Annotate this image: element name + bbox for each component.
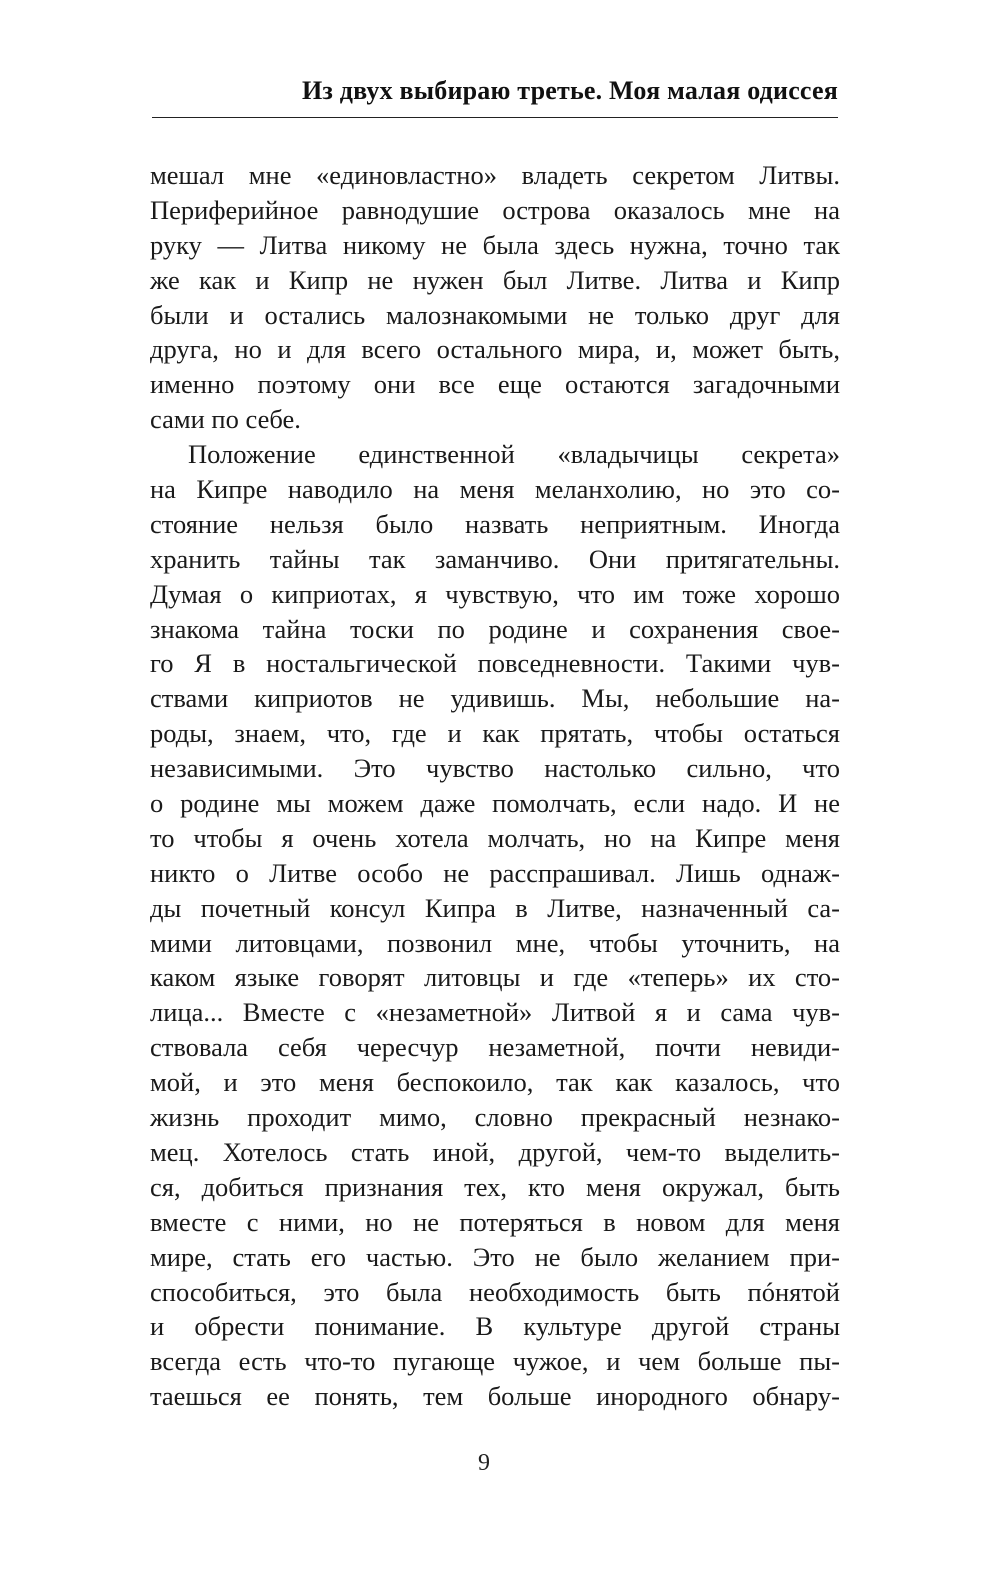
header-rule (152, 117, 838, 118)
text-line: ды почетный консул Кипра в Литве, назначенный са- (150, 892, 840, 923)
text-line: вместе с ними, но не потеряться в новом для меня (150, 1206, 840, 1237)
text-line: способиться, это была необходимость быть пóнятой (150, 1276, 840, 1307)
text-line: были и остались малознакомыми не только друг для (150, 299, 840, 330)
text-line: Периферийное равнодушие острова оказалось мне на (150, 194, 840, 225)
text-line: таешься ее понять, тем больше инородного обнару- (150, 1381, 840, 1412)
text-line: друга, но и для всего остального мира, и, может быть, (150, 334, 840, 365)
text-line: стояние нельзя было назвать неприятным. Иногда (150, 508, 840, 539)
text-line: хранить тайны так заманчиво. Они притягательны. (150, 543, 840, 574)
text-line: знакома тайна тоски по родине и сохранения свое- (150, 613, 840, 644)
text-line: лица... Вместе с «незаметной» Литвой я и сама чув- (150, 997, 840, 1028)
text-line: Думая о киприотах, я чувствую, что им тоже хорошо (150, 578, 840, 609)
text-line: мой, и это меня беспокоило, так как казалось, что (150, 1067, 840, 1098)
page-number: 9 (478, 1450, 490, 1476)
text-line: Положение единственной «владычицы секрета» (188, 439, 840, 470)
text-line: ся, добиться признания тех, кто меня окружал, быть (150, 1171, 840, 1202)
body-text (150, 158, 840, 1414)
text-line: роды, знаем, что, где и как прятать, чтобы остаться (150, 718, 840, 749)
text-line: го Я в ностальгической повседневности. Такими чув- (150, 648, 840, 679)
text-line: же как и Кипр не нужен был Литве. Литва и Кипр (150, 264, 840, 295)
text-line: мешал мне «единовластно» владеть секретом Литвы. (150, 160, 840, 190)
text-line: ствами киприотов не удивишь. Мы, небольшие на- (150, 683, 840, 714)
text-line: и обрести понимание. В культуре другой страны (150, 1311, 840, 1342)
text-line: именно поэтому они все еще остаются загадочными (150, 369, 840, 400)
text-line: жизнь проходит мимо, словно прекрасный незнако- (150, 1102, 840, 1133)
text-line: сами по себе. (150, 404, 301, 435)
text-line: мец. Хотелось стать иной, другой, чем-то выделить- (150, 1136, 840, 1167)
text-line: мими литовцами, позвонил мне, чтобы уточнить, на (150, 927, 840, 958)
text-line: мире, стать его частью. Это не было желанием при- (150, 1241, 840, 1272)
text-line: ствовала себя чересчур незаметной, почти невиди- (150, 1032, 840, 1063)
text-line: независимыми. Это чувство настолько сильно, что (150, 753, 840, 784)
text-line: на Кипре наводило на меня меланхолию, но это со- (150, 474, 840, 505)
running-header: Из двух выбираю третье. Моя малая одиссея (301, 76, 838, 105)
text-line: всегда есть что-то пугающе чужое, и чем больше пы- (150, 1346, 840, 1377)
text-line: каком языке говорят литовцы и где «теперь» их сто- (150, 962, 840, 993)
text-line: руку — Литва никому не была здесь нужна, точно так (150, 229, 840, 260)
text-line: никто о Литве особо не расспрашивал. Лишь однаж- (150, 857, 840, 888)
text-line: то чтобы я очень хотела молчать, но на Кипре меня (150, 822, 840, 853)
text-line: о родине мы можем даже помолчать, если надо. И не (150, 788, 840, 819)
